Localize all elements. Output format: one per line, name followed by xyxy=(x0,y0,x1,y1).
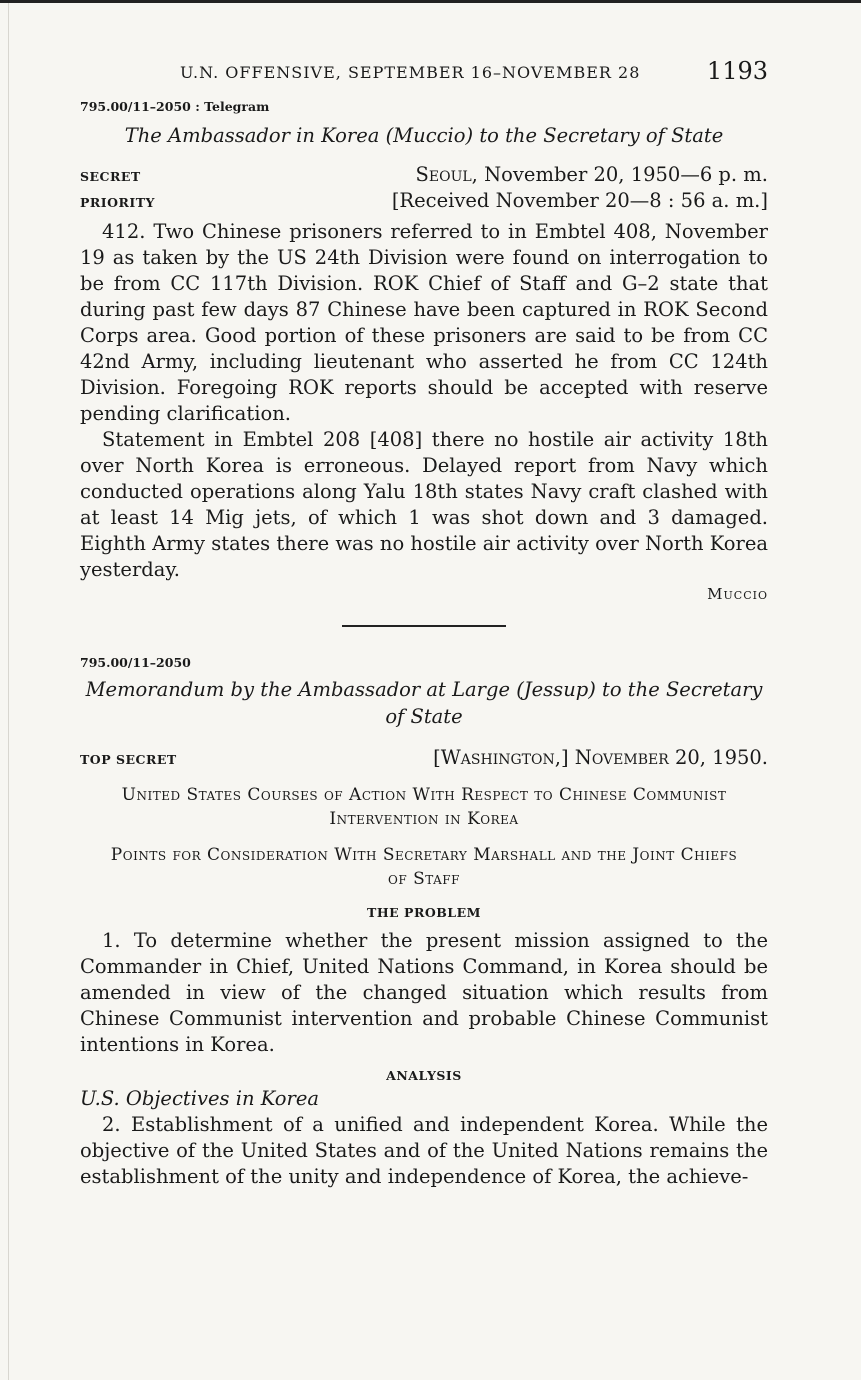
doc1-classification-row xyxy=(80,163,768,189)
page-number: 1193 xyxy=(706,57,768,85)
doc2-classification: TOP SECRET xyxy=(80,752,177,767)
doc1-paragraph: Statement in Embtel 208 [408] there no hostile air activity 18th over North Korea is erroneous. Delayed report from Navy which conducted operations along Yalu 18th states Navy craft clashed with at least 14 Mig jets, of which 1 was shot down and 3 damaged. Eighth Army states there was no hostile air activity over North Korea yesterday. xyxy=(80,428,768,581)
doc1-place: Seoul, xyxy=(415,163,478,186)
doc1-priority: PRIORITY xyxy=(80,195,155,210)
doc1-paragraph: 412. Two Chinese prisoners referred to in Embtel 408, November 19 as taken by the US 24th Division were found on interrogation to be from CC 117th Division. ROK Chief of Staff and G–2 state that during past few days 87 Chinese have been captured in ROK Second Corps area. Good portion of these prisoners are said to be from CC 42nd Army, including lieutenant who asserted he from CC 124th Division. Foregoing ROK reports should be accepted with reserve pending clarification. xyxy=(80,220,768,425)
page-edge xyxy=(8,3,9,1380)
doc2-heading-points: Points for Consideration With Secretary Marshall and the Joint Chiefs of Staff xyxy=(110,845,738,889)
doc1-signature: Muccio xyxy=(707,585,768,603)
doc2-heading-courses: United States Courses of Action With Respect to Chinese Communist Intervention in Korea xyxy=(121,785,727,829)
doc1-received: [Received November 20—8 : 56 a. m.] xyxy=(391,189,768,212)
subsection-heading: U.S. Objectives in Korea xyxy=(80,1087,319,1110)
section-divider xyxy=(342,625,506,627)
doc1-date: November 20, 1950—6 p. m. xyxy=(477,163,768,186)
doc1-dateline xyxy=(416,163,768,186)
doc2-paragraph-2: 2. Establishment of a unified and independent Korea. While the objective of the United States and of the United Nations remains the establishment of the unity and independence of Korea, the achieve- xyxy=(80,1113,768,1188)
section-heading-problem: THE PROBLEM xyxy=(367,905,481,920)
doc1-priority-row xyxy=(80,189,768,219)
top-border xyxy=(0,0,861,3)
running-head xyxy=(80,55,768,95)
doc2-dateline: [Washington,] November 20, 1950. xyxy=(433,746,768,769)
running-head-title: U.N. OFFENSIVE, SEPTEMBER 16–NOVEMBER 28 xyxy=(180,63,641,82)
doc2-paragraph-1: 1. To determine whether the present mission assigned to the Commander in Chief, United Nations Command, in Korea should be amended in view of the changed situation which results from Chinese Communist intervention and probable Chinese Communist intentions in Korea. xyxy=(80,929,768,1056)
doc2-classification-row xyxy=(80,746,768,769)
doc1-title: The Ambassador in Korea (Muccio) to the Secretary of State xyxy=(124,124,724,147)
doc2-title: Memorandum by the Ambassador at Large (Jessup) to the Secretary of State xyxy=(85,678,763,728)
doc2-file-number: 795.00/11–2050 xyxy=(80,655,191,670)
document-page xyxy=(80,55,768,1190)
doc1-classification: SECRET xyxy=(80,169,141,184)
doc1-file-number: 795.00/11–2050 : Telegram xyxy=(80,99,270,114)
section-heading-analysis: ANALYSIS xyxy=(386,1068,462,1083)
